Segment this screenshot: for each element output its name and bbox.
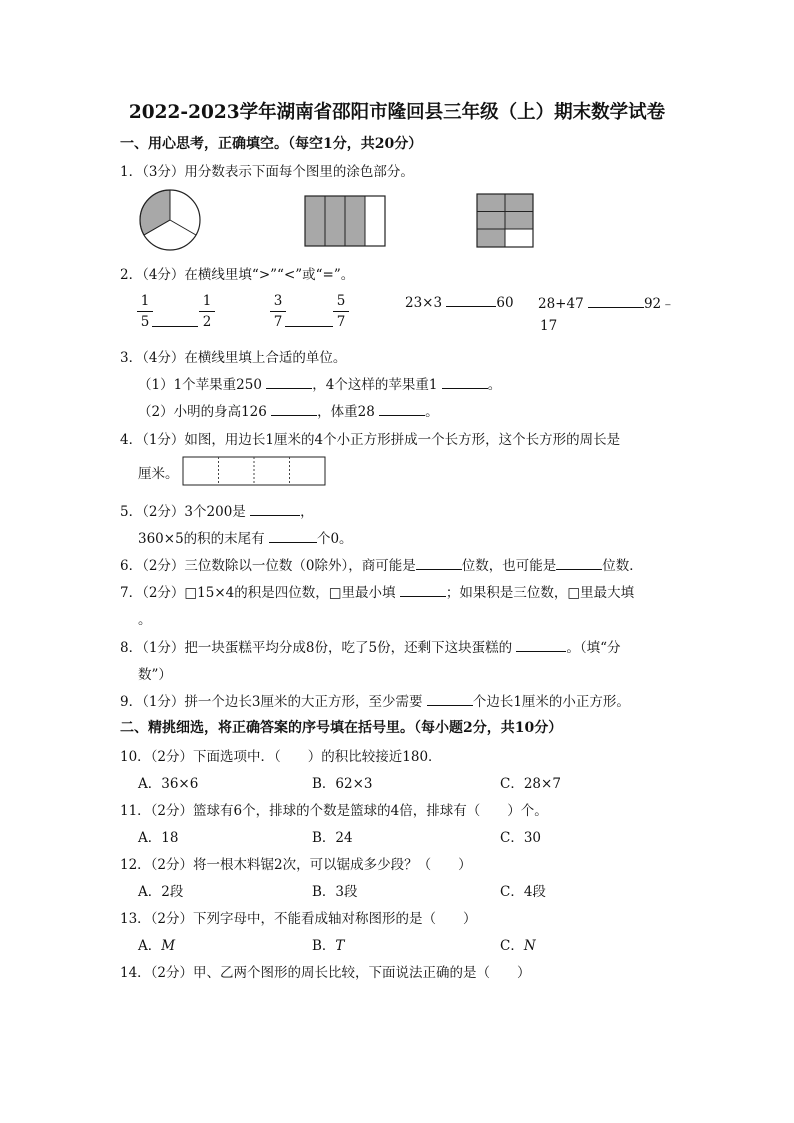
q12-option-c[interactable]: C．4段: [500, 884, 546, 900]
fraction-1-2: 1 2: [199, 292, 215, 331]
answer-blank[interactable]: [427, 691, 473, 706]
answer-blank[interactable]: [269, 528, 317, 543]
q2-text: 2．（4分）在横线里填“>”“<”或“=”。: [120, 267, 355, 283]
fraction-5-7: 5 7: [333, 292, 349, 331]
q2-expr1: 23×3 60: [405, 292, 514, 311]
answer-blank[interactable]: [271, 401, 317, 416]
q10-option-b[interactable]: B．62×3: [312, 776, 373, 792]
q12-option-b[interactable]: B．3段: [312, 884, 358, 900]
q4-text: 4．（1分）如图，用边长1厘米的4个小正方形拼成一个长方形，这个长方形的周长是: [120, 432, 621, 448]
fraction-1-5: 1 5: [137, 292, 153, 331]
q3-line1: （1）1个苹果重250 ，4个这样的苹果重1 。: [138, 373, 501, 393]
q11-option-c[interactable]: C．30: [500, 830, 542, 846]
answer-blank[interactable]: [442, 374, 488, 389]
q6: 6．（2分）三位数除以一位数（0除外），商可能是 位数，也可能是 位数．: [120, 554, 643, 574]
q12-text: 12．（2分）将一根木料锯2次，可以锯成多少段？（ ）: [120, 857, 472, 873]
four-squares-rectangle-figure: [182, 456, 326, 486]
answer-blank[interactable]: [250, 501, 300, 516]
q10-text: 10．（2分）下面选项中．（ ）的积比较接近180．: [120, 749, 442, 765]
section2-heading: 二、精挑细选，将正确答案的序号填在括号里。（每小题2分，共10分）: [120, 720, 563, 736]
q11-option-b[interactable]: B．24: [312, 830, 353, 846]
q2-expr2-continued: 17: [540, 318, 558, 334]
answer-blank[interactable]: [516, 637, 566, 652]
q13-option-c[interactable]: C．N: [500, 938, 536, 954]
answer-blank[interactable]: [416, 555, 462, 570]
grid-rectangle-figure: [476, 193, 534, 248]
answer-blank[interactable]: [266, 374, 312, 389]
q10-option-c[interactable]: C．28×7: [500, 776, 561, 792]
q3-line2: （2）小明的身高126 ，体重28 。: [138, 400, 439, 420]
answer-blank[interactable]: [285, 311, 333, 327]
q13-text: 13．（2分）下列字母中，不能看成轴对称图形的是（ ）: [120, 911, 477, 927]
answer-blank[interactable]: [446, 292, 496, 307]
q8: 8．（1分）把一块蛋糕平均分成8份，吃了5份，还剩下这块蛋糕的 。（填“分: [120, 636, 621, 656]
q11-option-a[interactable]: A．18: [138, 830, 179, 846]
q14-text: 14．（2分）甲、乙两个图形的周长比较，下面说法正确的是（ ）: [120, 965, 531, 981]
q7: 7．（2分）□15×4的积是四位数，□里最小填 ；如果积是三位数，□里最大填: [120, 581, 634, 601]
answer-blank[interactable]: [152, 311, 198, 327]
q1-text: 1．（3分）用分数表示下面每个图里的涂色部分。: [120, 164, 414, 180]
q12-option-a[interactable]: A．2段: [138, 884, 184, 900]
q3-text: 3．（4分）在横线里填上合适的单位。: [120, 350, 347, 366]
answer-blank[interactable]: [400, 582, 446, 597]
q13-option-b[interactable]: B．T: [312, 938, 345, 954]
pie-figure: [138, 188, 202, 252]
q13-option-a[interactable]: A．M: [138, 938, 176, 954]
fraction-3-7: 3 7: [270, 292, 286, 331]
q10-option-a[interactable]: A．36×6: [138, 776, 199, 792]
q8-end: 数”）: [138, 667, 172, 683]
section1-heading: 一、用心思考，正确填空。（每空1分，共20分）: [120, 136, 423, 152]
q11-text: 11．（2分）篮球有6个，排球的个数是篮球的4倍，排球有（ ）个。: [120, 803, 548, 819]
answer-blank[interactable]: [379, 401, 425, 416]
q7-end: 。: [138, 612, 152, 628]
q5-line1: 5．（2分）3个200是 ，: [120, 500, 314, 520]
q9: 9．（1分）拼一个边长3厘米的大正方形，至少需要 个边长1厘米的小正方形。: [120, 690, 630, 710]
answer-blank[interactable]: [556, 555, 602, 570]
bar-rectangle-figure: [304, 195, 386, 247]
q4-unit: 厘米。: [138, 466, 179, 482]
answer-blank[interactable]: [588, 293, 644, 308]
page-title: 2022-2023学年湖南省邵阳市隆回县三年级（上）期末数学试卷: [128, 102, 666, 123]
q5-line2: 360×5的积的末尾有 个0。: [138, 527, 353, 547]
q2-expr2: 28+47 92﹣: [538, 292, 675, 312]
